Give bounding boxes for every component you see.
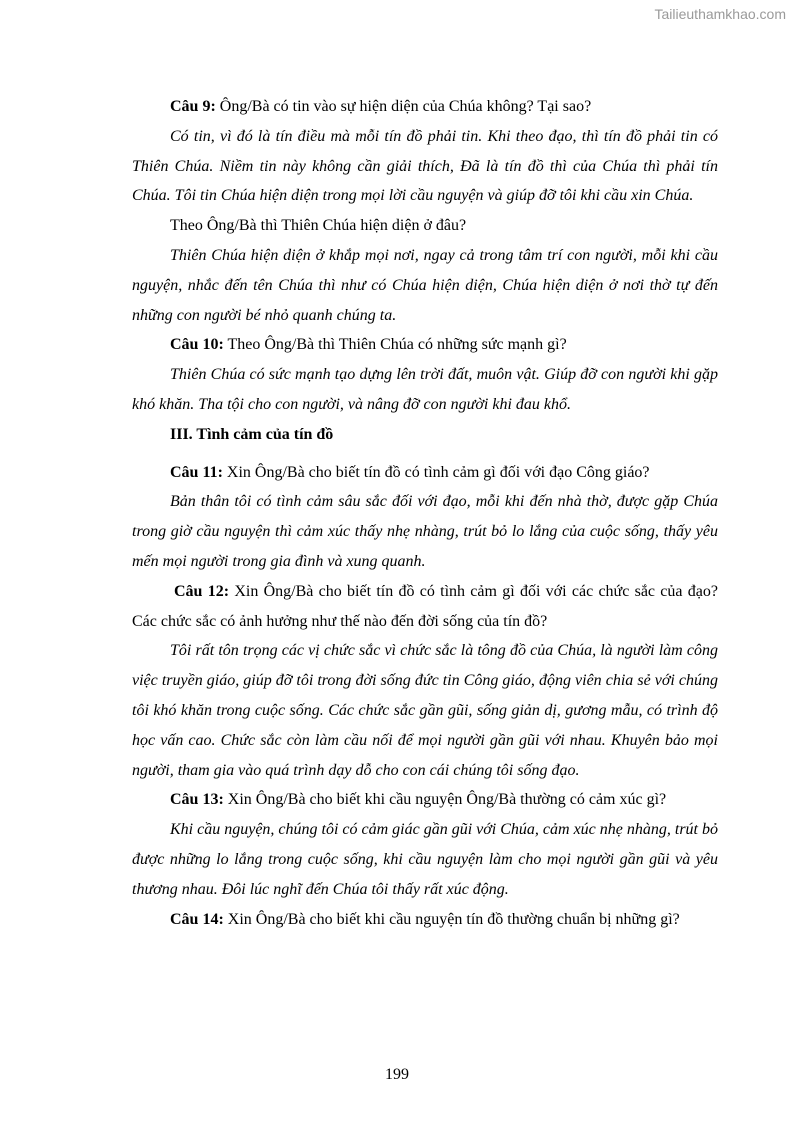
answer-9: Có tin, vì đó là tín điều mà mỗi tín đồ phải tin. Khi theo đạo, thì tín đồ phải tin có Thiên Chúa. Niềm tin này không cần giải thích, Đã là tín đồ thì của Chúa thì phải tín Chúa. Tôi tin Chúa hiện diện trong mọi lời cầu nguyện và giúp đỡ tôi khi cầu xin Chúa. bbox=[132, 127, 718, 205]
question-text: Theo Ông/Bà thì Thiên Chúa có những sức mạnh gì? bbox=[223, 336, 567, 354]
question-text: Xin Ông/Bà cho biết khi cầu nguyện tín đồ thường chuẩn bị những gì? bbox=[223, 910, 680, 928]
answer-12: Tôi rất tôn trọng các vị chức sắc vì chức sắc là tông đồ của Chúa, là người làm công việc truyền giáo, giúp đỡ tôi trong đời sống đức tin Công giáo, động viên chia sẻ với chúng tôi khó khăn trong cuộc sống. Các chức sắc gần gũi, sống giản dị, gương mẫu, có trình độ học vấn cao. Chức sắc còn làm cầu nối để mọi người gần gũi với nhau. Khuyên bảo mọi người, tham gia vào quá trình dạy dỗ cho con cái chúng tôi sống đạo. bbox=[132, 642, 718, 779]
question-11 bbox=[132, 458, 718, 488]
question-12 bbox=[132, 577, 718, 637]
question-label: Câu 13: bbox=[170, 791, 224, 809]
question-label: Câu 9: bbox=[170, 98, 216, 115]
section-heading: III. Tình cảm của tín đồ bbox=[170, 425, 334, 443]
question-label: Câu 11: bbox=[170, 463, 223, 481]
watermark: Tailieuthamkhao.com bbox=[654, 6, 786, 22]
question-text: Xin Ông/Bà cho biết tín đồ có tình cảm gì đối với đạo Công giáo? bbox=[222, 463, 650, 481]
question-9 bbox=[132, 92, 718, 122]
question-text: Xin Ông/Bà cho biết tín đồ có tình cảm gì đối với các chức sắc của đạo? Các chức sắc có ảnh hưởng như thế nào đến đời sống của tín đồ? bbox=[132, 582, 718, 630]
page-number: 199 bbox=[385, 1066, 409, 1083]
question-text: Ông/Bà có tin vào sự hiện diện của Chúa không? Tại sao? bbox=[215, 98, 592, 115]
answer-11: Bản thân tôi có tình cảm sâu sắc đối với đạo, mỗi khi đến nhà thờ, được gặp Chúa trong giờ cầu nguyện thì cảm xúc thấy nhẹ nhàng, trút bỏ lo lắng của cuộc sống, thấy yêu mến mọi người trong gia đình và xung quanh. bbox=[132, 493, 718, 570]
document-body bbox=[132, 92, 718, 934]
question-10 bbox=[132, 330, 718, 360]
question-13 bbox=[132, 785, 718, 815]
answer-9-followup: Thiên Chúa hiện diện ở khắp mọi nơi, ngay cả trong tâm trí con người, mỗi khi cầu nguyện, nhắc đến tên Chúa thì như có Chúa hiện diện, Chúa hiện diện ở nơi thờ tự đến những con người bé nhỏ quanh chúng ta. bbox=[132, 246, 718, 324]
question-14 bbox=[132, 905, 718, 935]
question-9-followup: Theo Ông/Bà thì Thiên Chúa hiện diện ở đâu? bbox=[170, 217, 467, 235]
question-label: Câu 14: bbox=[170, 910, 224, 928]
question-text: Xin Ông/Bà cho biết khi cầu nguyện Ông/Bà thường có cảm xúc gì? bbox=[223, 791, 667, 809]
answer-13: Khi cầu nguyện, chúng tôi có cảm giác gần gũi với Chúa, cảm xúc nhẹ nhàng, trút bỏ được những lo lắng trong cuộc sống, khi cầu nguyện làm cho mọi người gần gũi và yêu thương nhau. Đôi lúc nghĩ đến Chúa tôi thấy rất xúc động. bbox=[132, 821, 718, 898]
question-label: Câu 10: bbox=[170, 336, 224, 354]
answer-10: Thiên Chúa có sức mạnh tạo dựng lên trời đất, muôn vật. Giúp đỡ con người khi gặp khó khăn. Tha tội cho con người, và nâng đỡ con người khi đau khổ. bbox=[132, 366, 718, 413]
question-label: Câu 12: bbox=[174, 582, 230, 600]
